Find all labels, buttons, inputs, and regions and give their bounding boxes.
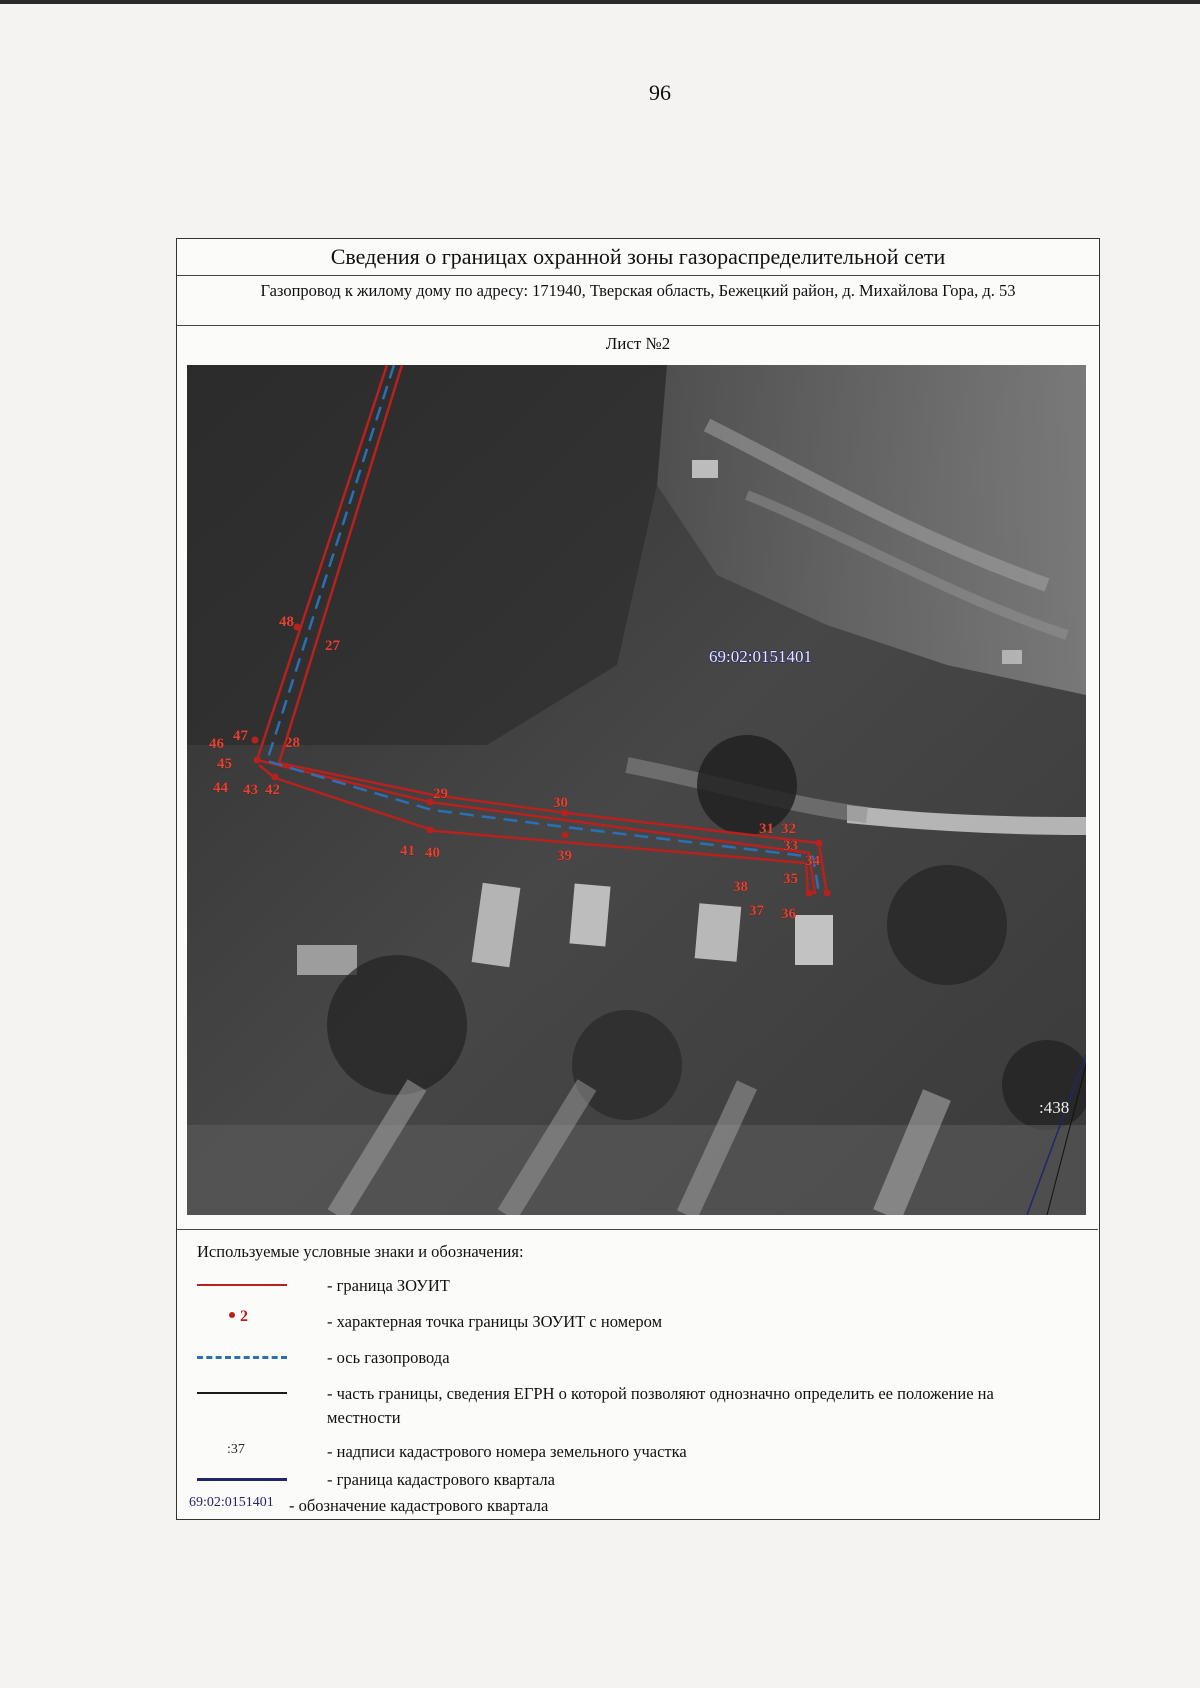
legend-symbol-black-line — [197, 1378, 287, 1408]
legend-text: - граница ЗОУИТ — [327, 1276, 450, 1295]
legend-text: - надписи кадастрового номера земельного участка — [327, 1442, 687, 1461]
legend-row-zone-boundary — [177, 1270, 1098, 1300]
zone-point — [562, 832, 569, 839]
point-label: 44 — [213, 780, 228, 796]
legend-row-parcel-number — [177, 1436, 1098, 1466]
point-label: 41 — [400, 843, 415, 859]
zone-point — [254, 757, 261, 764]
legend-row-pipeline-axis — [177, 1342, 1098, 1372]
point-label: 45 — [217, 756, 232, 772]
legend-row-quarter-number — [177, 1490, 1098, 1520]
point-label: 46 — [209, 736, 224, 752]
sheet-subtitle: Газопровод к жилому дому по адресу: 171940, Тверская область, Бежецкий район, д. Михайлова Гора, д. 53 — [177, 276, 1099, 326]
sheet-frame — [176, 238, 1100, 1520]
point-label: 36 — [781, 906, 796, 922]
top-rule — [0, 0, 1200, 4]
legend-text: - обозначение кадастрового квартала — [289, 1496, 549, 1515]
legend-text: - характерная точка границы ЗОУИТ с номером — [327, 1312, 663, 1331]
tree-cluster — [697, 735, 797, 835]
legend-symbol-quarter-number: 69:02:0151401 — [189, 1495, 274, 1510]
zone-point — [824, 890, 831, 897]
tree-cluster — [887, 865, 1007, 985]
point-label: 27 — [325, 638, 340, 654]
zone-point — [272, 774, 279, 781]
point-label: 34 — [805, 853, 820, 869]
point-label: 30 — [553, 795, 568, 811]
hill-building — [1002, 650, 1022, 664]
point-label: 28 — [285, 735, 300, 751]
zone-point — [294, 624, 301, 631]
legend-symbol-red-line — [197, 1270, 287, 1300]
legend — [177, 1229, 1098, 1519]
legend-row-egrn-boundary — [177, 1378, 1098, 1430]
hill-building — [692, 460, 718, 478]
point-label: 48 — [279, 614, 294, 630]
point-label: 37 — [749, 903, 764, 919]
zone-point — [252, 737, 259, 744]
legend-symbol-blue-dash — [197, 1342, 287, 1372]
aerial-map — [187, 365, 1086, 1215]
point-label: 32 — [781, 821, 796, 837]
tree-cluster — [327, 955, 467, 1095]
quarter-label: 69:02:0151401 — [709, 647, 812, 666]
red-dot-icon — [229, 1312, 235, 1318]
house — [695, 903, 742, 961]
sheet-number-label: Лист №2 — [605, 334, 671, 353]
point-label: 38 — [733, 879, 748, 895]
point-label: 43 — [243, 782, 258, 798]
sheet-title: Сведения о границах охранной зоны газораспределительной сети — [177, 239, 1099, 276]
parcel-label: :438 — [1039, 1098, 1070, 1117]
house — [297, 945, 357, 975]
point-label: 33 — [783, 838, 798, 854]
point-label: 40 — [425, 845, 440, 861]
point-label: 47 — [233, 728, 248, 744]
legend-text: - ось газопровода — [327, 1348, 450, 1367]
legend-text: - часть границы, сведения ЕГРН о которой позволяют однозначно определить ее положение на местности — [327, 1384, 994, 1427]
legend-title: Используемые условные знаки и обозначения: — [197, 1242, 524, 1261]
point-label: 42 — [265, 782, 280, 798]
legend-text: - граница кадастрового квартала — [327, 1470, 555, 1489]
legend-symbol-red-point — [197, 1306, 287, 1336]
legend-row-zone-point — [177, 1306, 1098, 1336]
legend-point-number: 2 — [240, 1308, 248, 1325]
zone-point — [806, 890, 813, 897]
house — [569, 884, 610, 947]
zone-point — [427, 827, 434, 834]
house — [795, 915, 833, 965]
map-svg — [187, 365, 1086, 1215]
point-label: 39 — [557, 848, 572, 864]
legend-symbol-parcel-number: :37 — [227, 1442, 245, 1457]
point-label: 29 — [433, 786, 448, 802]
point-label: 35 — [783, 871, 798, 887]
page-number: 96 — [649, 80, 671, 105]
field-strip — [187, 1125, 1086, 1215]
point-label: 31 — [759, 821, 774, 837]
zone-point — [816, 840, 823, 847]
